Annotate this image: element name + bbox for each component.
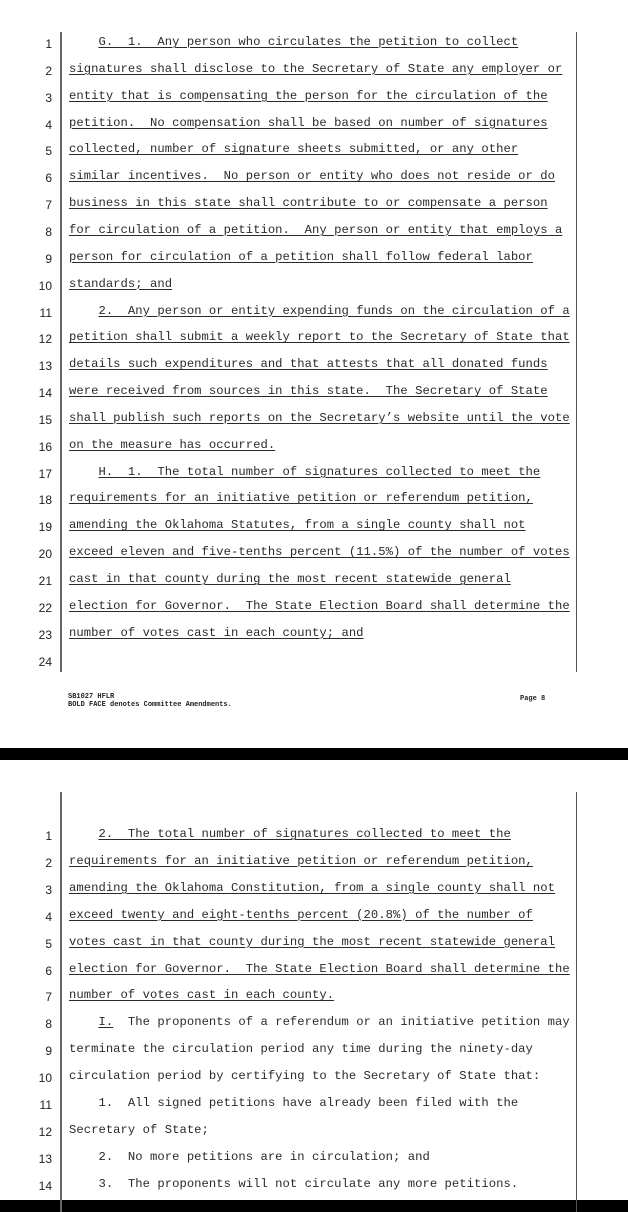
bill-footer-label: SB1027 HFLR BOLD FACE denotes Committee Amendments. bbox=[68, 693, 232, 709]
line-number: 12 bbox=[38, 332, 52, 347]
line-text: similar incentives. No person or entity who does not reside or do bbox=[69, 169, 556, 184]
text-line bbox=[0, 985, 628, 1012]
line-text: terminate the circulation period any time during the ninety-day bbox=[69, 1042, 533, 1057]
line-text: 2. Any person or entity expending funds on the circulation of a bbox=[98, 303, 570, 318]
text-line bbox=[0, 408, 628, 435]
line-text: standards; and bbox=[69, 276, 173, 291]
line-text: number of votes cast in each county. bbox=[69, 988, 335, 1003]
line-text: exceed twenty and eight-tenths percent (20.8%) of the number of bbox=[69, 907, 533, 922]
text-line bbox=[0, 569, 628, 596]
line-number: 4 bbox=[45, 117, 52, 132]
line-number: 10 bbox=[38, 278, 52, 293]
text-line bbox=[0, 86, 628, 113]
line-number: 5 bbox=[45, 936, 52, 951]
text-line bbox=[0, 32, 628, 59]
line-text: shall publish such reports on the Secretary’s website until the vote bbox=[69, 410, 570, 425]
text-line bbox=[0, 1147, 628, 1174]
line-number: 10 bbox=[38, 1071, 52, 1086]
line-text: cast in that county during the most recent statewide general bbox=[69, 572, 511, 586]
text-line bbox=[0, 1174, 628, 1201]
line-number: 8 bbox=[45, 1017, 52, 1032]
text-line bbox=[0, 596, 628, 623]
text-line bbox=[0, 959, 628, 986]
text-line bbox=[0, 824, 628, 851]
line-number: 8 bbox=[45, 224, 52, 239]
line-text: 1. All signed petitions have already been filed with the bbox=[69, 1096, 519, 1110]
text-line bbox=[0, 623, 628, 650]
line-text: business in this state shall contribute to or compensate a person bbox=[69, 196, 548, 211]
line-number: 23 bbox=[38, 627, 52, 642]
line-number: 18 bbox=[38, 493, 52, 508]
line-text: 3. The proponents will not circulate any more petitions. bbox=[69, 1176, 519, 1191]
text-line bbox=[0, 851, 628, 878]
line-number: 22 bbox=[38, 600, 52, 615]
line-text: collected, number of signature sheets submitted, or any other bbox=[69, 142, 519, 157]
line-text: Secretary of State; bbox=[69, 1122, 209, 1137]
text-line bbox=[0, 1066, 628, 1093]
line-number: 5 bbox=[45, 144, 52, 159]
line-text: requirements for an initiative petition or referendum petition, bbox=[69, 491, 533, 506]
text-line bbox=[0, 515, 628, 542]
line-text: requirements for an initiative petition or referendum petition, bbox=[69, 853, 533, 868]
line-text: person for circulation of a petition shall follow federal labor bbox=[69, 249, 533, 264]
line-text: details such expenditures and that attests that all donated funds bbox=[69, 357, 548, 372]
line-number: 21 bbox=[38, 574, 52, 588]
line-number: 2 bbox=[45, 63, 52, 78]
line-text: number of votes cast in each county; and bbox=[69, 625, 364, 640]
text-line bbox=[0, 1012, 628, 1039]
line-number: 6 bbox=[45, 171, 52, 186]
line-text: circulation period by certifying to the Secretary of State that: bbox=[69, 1069, 541, 1084]
line-text: H. 1. The total number of signatures collected to meet the bbox=[98, 464, 541, 479]
text-line bbox=[0, 139, 628, 166]
line-text: were received from sources in this state. The Secretary of State bbox=[69, 384, 548, 399]
line-text: petition shall submit a weekly report to the Secretary of State that bbox=[69, 330, 570, 345]
text-line bbox=[0, 488, 628, 515]
line-text: election for Governor. The State Election Board shall determine the bbox=[69, 961, 570, 976]
line-number: 4 bbox=[45, 909, 52, 924]
text-line bbox=[0, 650, 628, 677]
line-text: petition. No compensation shall be based on number of signatures bbox=[69, 115, 548, 130]
line-text: amending the Oklahoma Statutes, from a single county shall not bbox=[69, 518, 526, 533]
line-text: election for Governor. The State Election Board shall determine the bbox=[69, 598, 570, 613]
line-number: 20 bbox=[38, 547, 52, 562]
line-text: for circulation of a petition. Any person or entity that employs a bbox=[69, 222, 563, 237]
line-number: 3 bbox=[45, 90, 52, 105]
line-number: 9 bbox=[45, 1044, 52, 1059]
text-line bbox=[0, 462, 628, 489]
text-line bbox=[0, 327, 628, 354]
line-number: 15 bbox=[38, 412, 52, 427]
text-line bbox=[0, 1120, 628, 1147]
line-number: 1 bbox=[45, 37, 52, 51]
line-number: 11 bbox=[39, 305, 52, 320]
line-number: 1 bbox=[45, 829, 52, 843]
line-number: 19 bbox=[38, 520, 52, 535]
text-line bbox=[0, 247, 628, 274]
line-text: 2. No more petitions are in circulation; and bbox=[69, 1149, 430, 1164]
text-line bbox=[0, 435, 628, 462]
line-text: exceed eleven and five-tenths percent (11.5%) of the number of votes bbox=[69, 545, 570, 560]
page-number: Page 8 bbox=[520, 695, 546, 703]
line-text: 2. The total number of signatures collected to meet the bbox=[98, 827, 511, 841]
text-line bbox=[0, 301, 628, 328]
text-line bbox=[0, 878, 628, 905]
line-text: entity that is compensating the person for the circulation of the bbox=[69, 88, 548, 103]
line-number: 16 bbox=[38, 439, 52, 454]
line-number: 12 bbox=[38, 1124, 52, 1139]
text-line bbox=[0, 381, 628, 408]
line-number: 24 bbox=[38, 654, 52, 669]
line-number: 17 bbox=[38, 466, 52, 481]
line-text: signatures shall disclose to the Secretary of State any employer or bbox=[69, 61, 563, 76]
line-text: amending the Oklahoma Constitution, from a single county shall not bbox=[69, 880, 556, 895]
line-number: 14 bbox=[38, 386, 52, 401]
text-line bbox=[0, 905, 628, 932]
text-line bbox=[0, 59, 628, 86]
text-line bbox=[0, 113, 628, 140]
text-line bbox=[0, 274, 628, 301]
line-number: 6 bbox=[45, 963, 52, 978]
line-number: 13 bbox=[38, 359, 52, 374]
line-number: 13 bbox=[38, 1151, 52, 1166]
text-line bbox=[0, 166, 628, 193]
text-line bbox=[0, 193, 628, 220]
line-number: 2 bbox=[45, 855, 52, 870]
text-line bbox=[0, 220, 628, 247]
line-number: 14 bbox=[38, 1178, 52, 1193]
line-text: I. The proponents of a referendum or an initiative petition may bbox=[98, 1015, 570, 1030]
line-text: votes cast in that county during the most recent statewide general bbox=[69, 934, 556, 949]
text-line bbox=[0, 354, 628, 381]
line-number: 7 bbox=[45, 198, 52, 213]
text-line bbox=[0, 1093, 628, 1120]
line-number: 9 bbox=[45, 251, 52, 266]
line-number: 11 bbox=[39, 1098, 52, 1112]
line-text: G. 1. Any person who circulates the petition to collect bbox=[98, 35, 519, 49]
line-number: 7 bbox=[45, 990, 52, 1005]
document-page-9 bbox=[0, 760, 628, 1200]
line-text: on the measure has occurred. bbox=[69, 437, 276, 452]
text-line bbox=[0, 1039, 628, 1066]
line-number: 3 bbox=[45, 882, 52, 897]
text-line bbox=[0, 542, 628, 569]
text-line bbox=[0, 932, 628, 959]
